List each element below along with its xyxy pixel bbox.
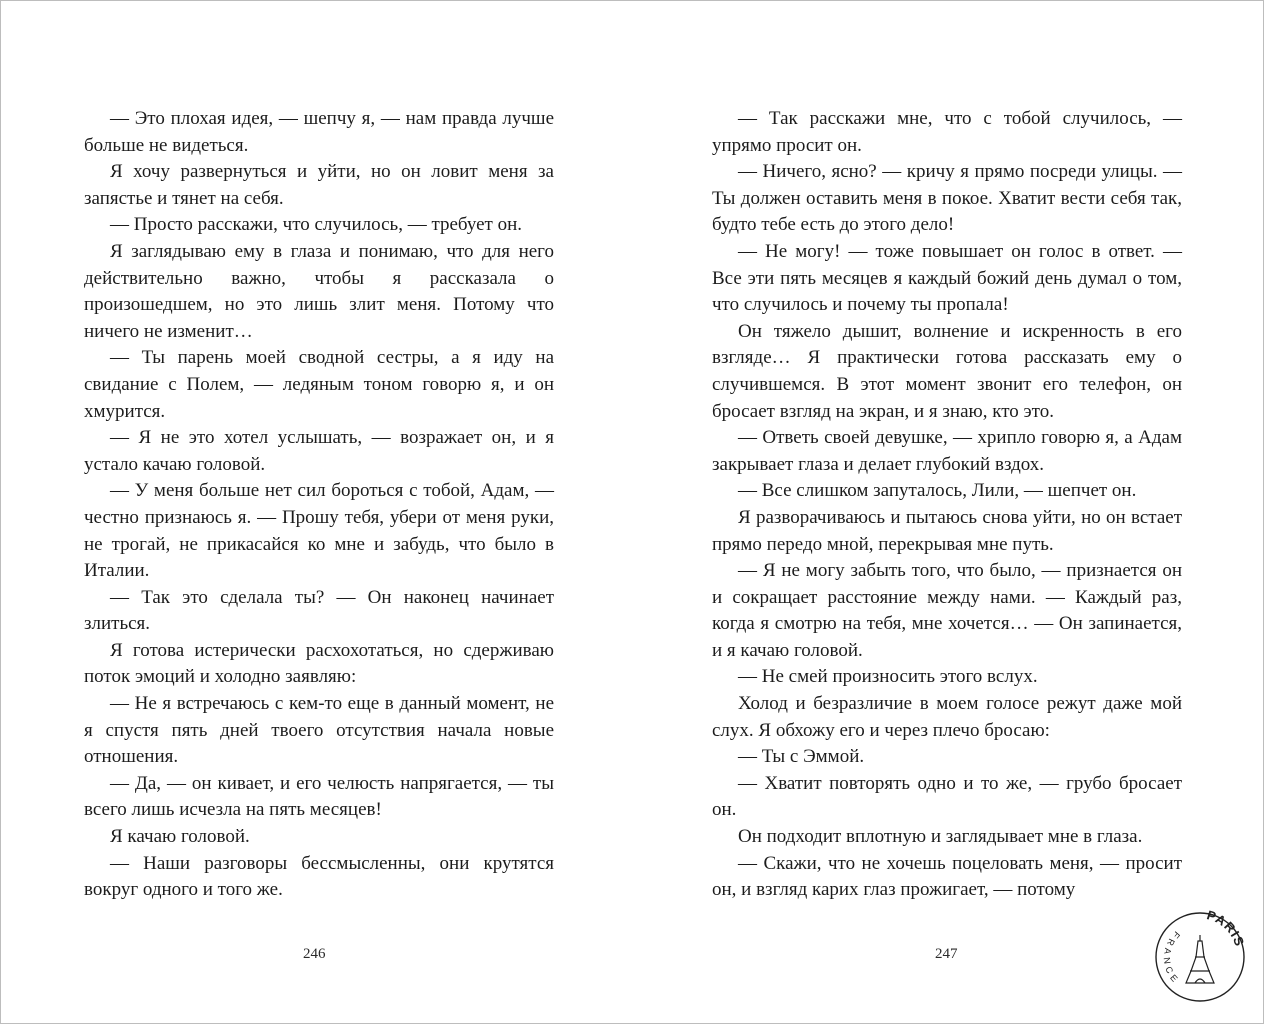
- paragraph: — Не я встречаюсь с кем-то еще в данный момент, не я спустя пять дней твоего отсутствия начала новые отношения.: [84, 693, 554, 768]
- paragraph: — Я не могу забыть того, что было, — признается он и сокращает расстояние между нами. — Каждый раз, когда я смотрю на тебя, мне хочется… — Он запинается, и я качаю головой.: [712, 560, 1182, 661]
- paragraph: Я качаю головой.: [110, 826, 250, 848]
- paragraph: Я разворачиваюсь и пытаюсь снова уйти, но он встает прямо передо мной, перекрывая мне путь.: [712, 506, 1182, 555]
- page-number-right: 247: [935, 946, 958, 962]
- paragraph: Холод и безразличие в моем голосе режут даже мой слух. Я обхожу его и через плечо бросаю:: [712, 693, 1182, 741]
- paragraph: — Скажи, что не хочешь поцеловать меня, — просит он, и взгляд карих глаз прожигает, — потому: [712, 852, 1182, 901]
- paragraph: — Я не это хотел услышать, — возражает он, и я устало качаю головой.: [84, 427, 554, 475]
- paragraph: — У меня больше нет сил бороться с тобой, Адам, — честно признаюсь я. — Прошу тебя, убери от меня руки, не трогай, не прикасайся ко мне и забудь, что было в Италии.: [84, 480, 554, 582]
- paragraph: — Да, — он кивает, и его челюсть напрягается, — ты всего лишь исчезла на пять месяцев!: [84, 772, 554, 821]
- paragraph: — Хватит повторять одно и то же, — грубо бросает он.: [712, 772, 1182, 821]
- page-number-left: 246: [303, 946, 326, 962]
- paragraph: Я заглядываю ему в глаза и понимаю, что для него действительно важно, чтобы я рассказала о произошедшем, но это лишь злит меня. Потому что ничего не изменит…: [84, 240, 554, 342]
- paragraph: — Не смей произносить этого вслух.: [738, 666, 1038, 688]
- paragraph: — Наши разговоры бессмысленны, они крутятся вокруг одного и того же.: [84, 852, 554, 901]
- paris-stamp-logo: [1152, 909, 1248, 1005]
- paragraph: — Так расскажи мне, что с тобой случилось, — упрямо просит он.: [712, 108, 1182, 156]
- paragraph: — Это плохая идея, — шепчу я, — нам правда лучше больше не видеться.: [84, 108, 554, 156]
- paragraph: — Ты парень моей сводной сестры, а я иду на свидание с Полем, — ледяным тоном говорю я, и он хмурится.: [84, 347, 554, 422]
- paragraph: Он тяжело дышит, волнение и искренность в его взгляде… Я практически готова рассказать ему о случившемся. В этот момент звонит его телефон, он бросает взгляд на экран, и я знаю, кто это.: [712, 320, 1182, 422]
- paragraph: — Все слишком запуталось, Лили, — шепчет он.: [738, 480, 1137, 502]
- paragraph: — Не могу! — тоже повышает он голос в ответ. — Все эти пять месяцев я каждый божий день думал о том, что случилось и почему ты пропала!: [712, 240, 1182, 316]
- stamp-text-paris: PARIS: [1205, 909, 1248, 949]
- paragraph: — Ты с Эммой.: [738, 746, 865, 768]
- paragraph: Он подходит вплотную и заглядывает мне в глаза.: [738, 826, 1143, 848]
- stamp-text-france: FRANCE: [1161, 929, 1183, 987]
- paragraph: — Просто расскажи, что случилось, — требует он.: [110, 214, 523, 236]
- right-page-text: [712, 106, 1182, 904]
- left-page-text: [84, 106, 554, 904]
- paragraph: Я хочу развернуться и уйти, но он ловит меня за запястье и тянет на себя.: [84, 161, 554, 209]
- paragraph: Я готова истерически расхохотаться, но сдерживаю поток эмоций и холодно заявляю:: [84, 639, 554, 688]
- paragraph: — Так это сделала ты? — Он наконец начинает злиться.: [84, 586, 554, 635]
- paragraph: — Ответь своей девушке, — хрипло говорю я, а Адам закрывает глаза и делает глубокий вздох.: [712, 427, 1182, 475]
- paragraph: — Ничего, ясно? — кричу я прямо посреди улицы. — Ты должен оставить меня в покое. Хватит вести себя так, будто тебе есть до этого дело!: [712, 161, 1182, 236]
